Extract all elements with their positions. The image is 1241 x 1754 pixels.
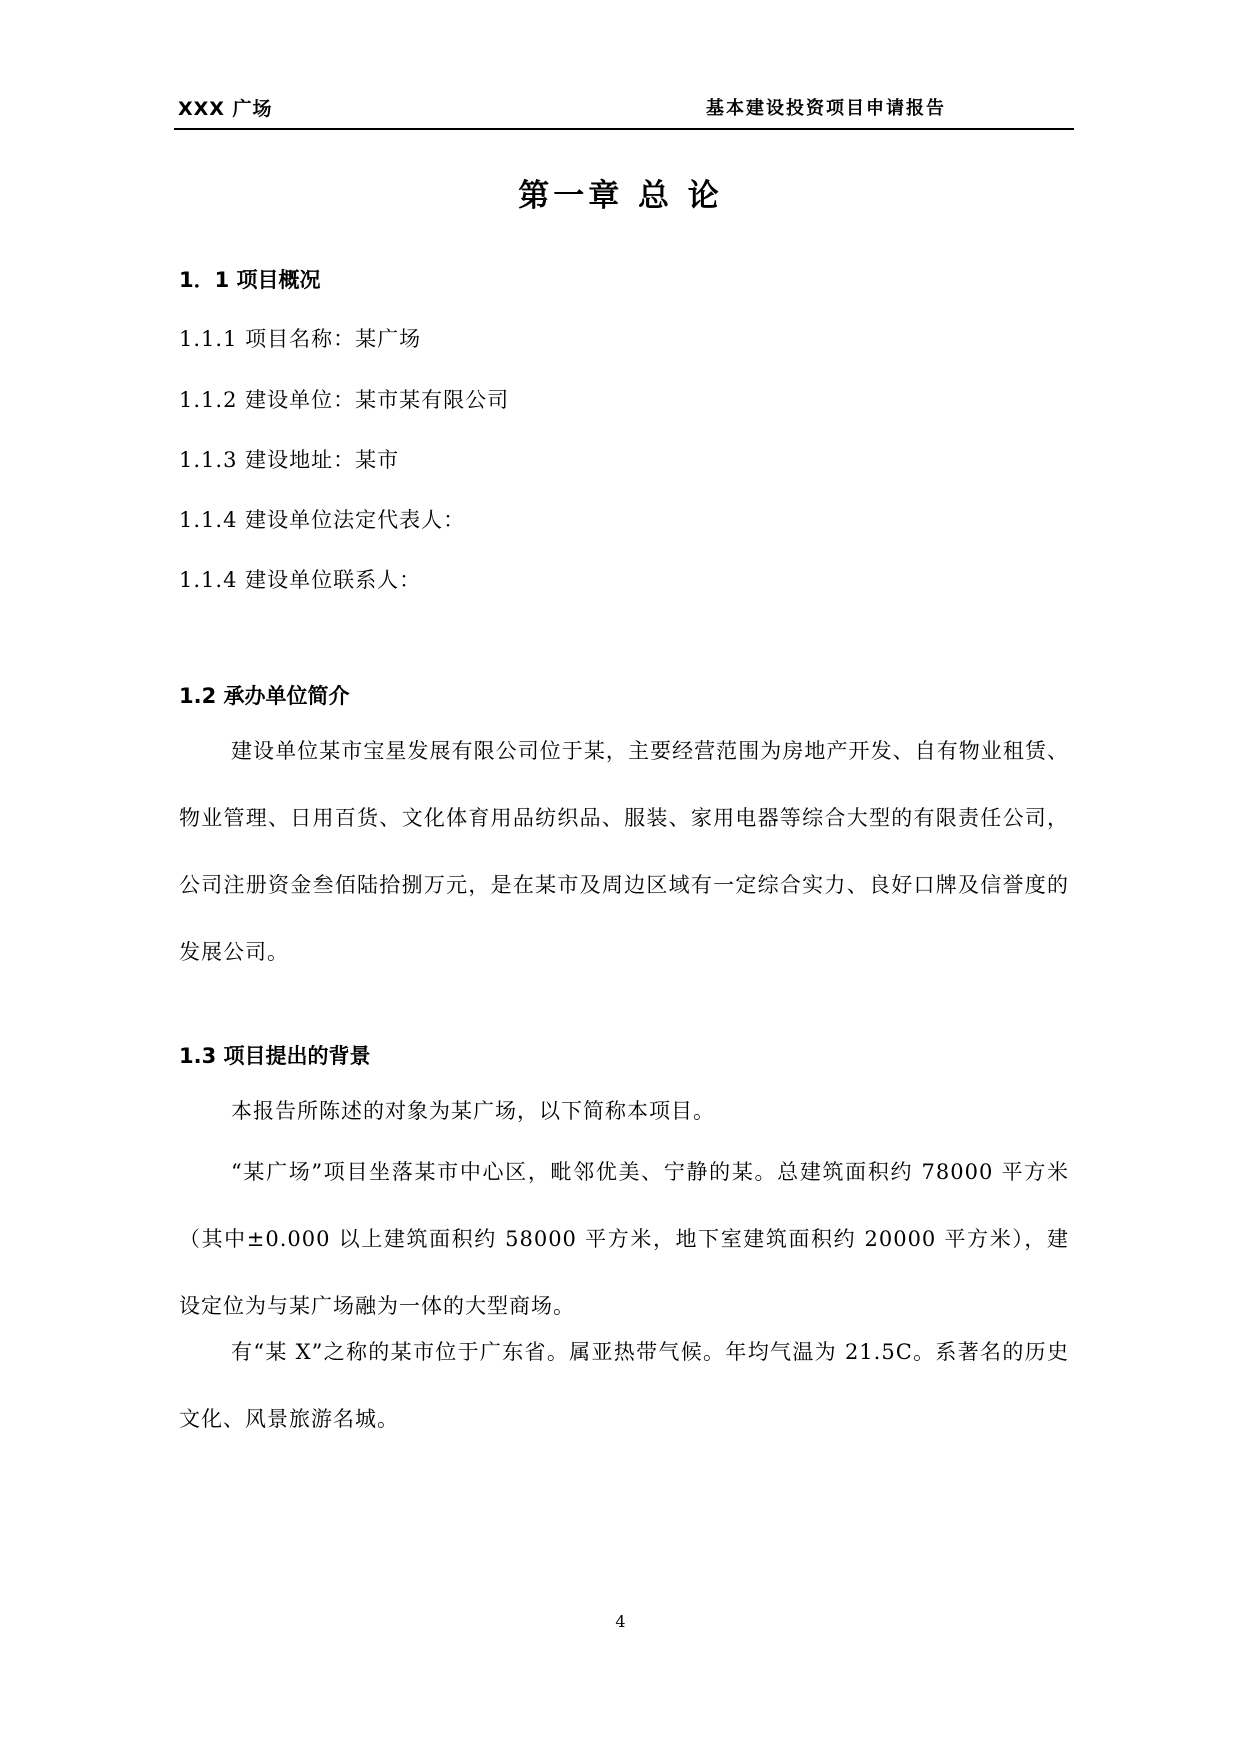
paragraph-city-intro: 有“某 X”之称的某市位于广东省。属亚热带气候。年均气温为 21.5C。系著名的历史文化、风景旅游名城。 [179,1340,1069,1431]
item-legal-representative: 1.1.4 建设单位法定代表人： [179,508,466,532]
paragraph-project-location: “某广场”项目坐落某市中心区，毗邻优美、宁静的某。总建筑面积约 78000 平方米（其中±0.000 以上建筑面积约 58000 平方米，地下室建筑面积约 20000 平方米），建设定位为与某广场融为一体的大型商场。 [179,1160,1069,1318]
section-heading-1-3: 1.3 项目提出的背景 [179,1044,371,1068]
item-construction-address: 1.1.3 建设地址：某市 [179,448,400,472]
chapter-title: 第一章 总 论 [518,178,723,214]
section-heading-1-1: 1．1 项目概况 [179,268,321,292]
header-report-title: 基本建设投资项目申请报告 [706,98,946,119]
item-construction-unit: 1.1.2 建设单位：某市某有限公司 [179,388,510,412]
item-project-name: 1.1.1 项目名称：某广场 [179,327,422,351]
section-heading-1-2: 1.2 承办单位简介 [179,684,350,708]
page-number: 4 [615,1612,626,1631]
paragraph-report-object: 本报告所陈述的对象为某广场，以下简称本项目。 [231,1099,715,1123]
item-contact-person: 1.1.4 建设单位联系人： [179,568,422,592]
page-header [174,88,1074,130]
paragraph-company-intro: 建设单位某市宝星发展有限公司位于某，主要经营范围为房地产开发、自有物业租赁、物业管理、日用百货、文化体育用品纺织品、服装、家用电器等综合大型的有限责任公司，公司注册资金叁佰陆拾捌万元，是在某市及周边区域有一定综合实力、良好口牌及信誉度的发展公司。 [179,739,1069,964]
header-project-name: XXX 广场 [178,98,273,120]
